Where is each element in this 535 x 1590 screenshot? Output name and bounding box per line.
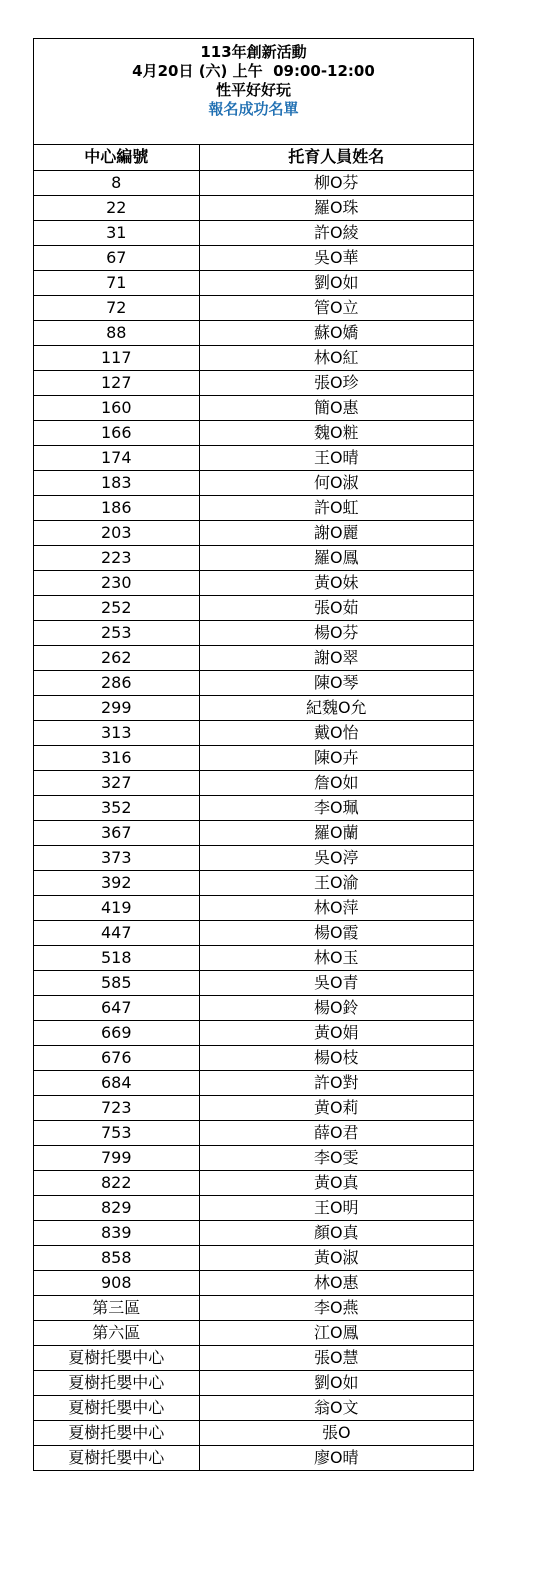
table-row (34, 170, 473, 195)
caregiver-name-cell: 蘇O嬌 (199, 320, 473, 345)
center-id-cell: 753 (34, 1120, 199, 1145)
roster-body (34, 170, 473, 1470)
table-row (34, 820, 473, 845)
caregiver-name-cell: 江O鳳 (199, 1320, 473, 1345)
center-id-cell: 第六區 (34, 1320, 199, 1345)
center-id-cell: 676 (34, 1045, 199, 1070)
caregiver-name-cell: 李O雯 (199, 1145, 473, 1170)
table-row (34, 1270, 473, 1295)
caregiver-name-cell: 吳O渟 (199, 845, 473, 870)
table-row (34, 645, 473, 670)
table-row (34, 870, 473, 895)
center-id-cell: 72 (34, 295, 199, 320)
center-id-cell: 174 (34, 445, 199, 470)
table-row (34, 1320, 473, 1345)
center-id-cell: 夏樹托嬰中心 (34, 1420, 199, 1445)
table-row (34, 420, 473, 445)
caregiver-name-cell: 張O (199, 1420, 473, 1445)
table-row (34, 1370, 473, 1395)
caregiver-name-cell: 戴O怡 (199, 720, 473, 745)
center-id-cell: 夏樹托嬰中心 (34, 1445, 199, 1470)
caregiver-name-cell: 張O茹 (199, 595, 473, 620)
table-row (34, 595, 473, 620)
caregiver-name-cell: 黄O莉 (199, 1095, 473, 1120)
center-id-cell: 160 (34, 395, 199, 420)
roster-table (34, 145, 473, 1470)
center-id-cell: 252 (34, 595, 199, 620)
center-id-cell: 373 (34, 845, 199, 870)
center-id-cell: 230 (34, 570, 199, 595)
caregiver-name-cell: 林O惠 (199, 1270, 473, 1295)
table-row (34, 845, 473, 870)
caregiver-name-cell: 魏O粧 (199, 420, 473, 445)
center-id-cell: 31 (34, 220, 199, 245)
table-row (34, 1445, 473, 1470)
center-id-cell: 313 (34, 720, 199, 745)
center-id-cell: 669 (34, 1020, 199, 1045)
table-row (34, 220, 473, 245)
title-block (34, 39, 473, 145)
caregiver-name-cell: 許O綾 (199, 220, 473, 245)
table-row (34, 545, 473, 570)
caregiver-name-cell: 許O對 (199, 1070, 473, 1095)
caregiver-name-cell: 廖O晴 (199, 1445, 473, 1470)
table-row (34, 320, 473, 345)
center-id-cell: 585 (34, 970, 199, 995)
caregiver-name-cell: 林O玉 (199, 945, 473, 970)
center-id-cell: 518 (34, 945, 199, 970)
caregiver-name-cell: 陳O卉 (199, 745, 473, 770)
caregiver-name-cell: 簡O惠 (199, 395, 473, 420)
center-id-cell: 88 (34, 320, 199, 345)
table-row (34, 195, 473, 220)
center-id-cell: 829 (34, 1195, 199, 1220)
caregiver-name-cell: 黃O娟 (199, 1020, 473, 1045)
caregiver-name-cell: 羅O蘭 (199, 820, 473, 845)
center-id-cell: 316 (34, 745, 199, 770)
center-id-cell: 第三區 (34, 1295, 199, 1320)
table-row (34, 1120, 473, 1145)
center-id-cell: 327 (34, 770, 199, 795)
caregiver-name-cell: 羅O珠 (199, 195, 473, 220)
roster-sheet (33, 38, 474, 1471)
table-row (34, 295, 473, 320)
center-id-cell: 22 (34, 195, 199, 220)
caregiver-name-cell: 謝O麗 (199, 520, 473, 545)
table-row (34, 745, 473, 770)
table-row (34, 370, 473, 395)
center-id-cell: 183 (34, 470, 199, 495)
caregiver-name-cell: 紀魏O允 (199, 695, 473, 720)
table-row (34, 1395, 473, 1420)
center-id-cell: 166 (34, 420, 199, 445)
table-row (34, 995, 473, 1020)
table-row (34, 1095, 473, 1120)
table-row (34, 520, 473, 545)
caregiver-name-cell: 王O渝 (199, 870, 473, 895)
center-id-cell: 684 (34, 1070, 199, 1095)
table-row (34, 1345, 473, 1370)
caregiver-name-cell: 陳O琴 (199, 670, 473, 695)
center-id-cell: 858 (34, 1245, 199, 1270)
center-id-cell: 127 (34, 370, 199, 395)
center-id-cell: 352 (34, 795, 199, 820)
table-row (34, 570, 473, 595)
table-row (34, 720, 473, 745)
table-row (34, 770, 473, 795)
list-title: 報名成功名單 (208, 100, 299, 118)
table-row (34, 1170, 473, 1195)
table-row (34, 920, 473, 945)
caregiver-name-cell: 黃O真 (199, 1170, 473, 1195)
caregiver-name-cell: 王O晴 (199, 445, 473, 470)
table-row (34, 1295, 473, 1320)
caregiver-name-cell: 李O燕 (199, 1295, 473, 1320)
caregiver-name-cell: 李O珮 (199, 795, 473, 820)
center-id-cell: 8 (34, 170, 199, 195)
caregiver-name-cell: 薛O君 (199, 1120, 473, 1145)
caregiver-name-cell: 楊O霞 (199, 920, 473, 945)
center-id-cell: 223 (34, 545, 199, 570)
caregiver-name-cell: 許O虹 (199, 495, 473, 520)
header-caregiver-name: 托育人員姓名 (199, 145, 473, 170)
table-row (34, 1195, 473, 1220)
table-row (34, 795, 473, 820)
center-id-cell: 419 (34, 895, 199, 920)
caregiver-name-cell: 張O珍 (199, 370, 473, 395)
caregiver-name-cell: 詹O如 (199, 770, 473, 795)
table-row (34, 1245, 473, 1270)
table-row (34, 470, 473, 495)
caregiver-name-cell: 謝O翠 (199, 645, 473, 670)
event-datetime: 4月20日 (六) 上午 09:00-12:00 (132, 62, 375, 80)
table-row (34, 445, 473, 470)
table-row (34, 245, 473, 270)
caregiver-name-cell: 顏O真 (199, 1220, 473, 1245)
table-row (34, 1420, 473, 1445)
center-id-cell: 839 (34, 1220, 199, 1245)
event-title: 113年創新活動 (200, 43, 307, 61)
caregiver-name-cell: 楊O芬 (199, 620, 473, 645)
caregiver-name-cell: 王O明 (199, 1195, 473, 1220)
table-row (34, 1070, 473, 1095)
table-row (34, 895, 473, 920)
header-row (34, 145, 473, 170)
center-id-cell: 203 (34, 520, 199, 545)
table-row (34, 345, 473, 370)
center-id-cell: 299 (34, 695, 199, 720)
caregiver-name-cell: 林O紅 (199, 345, 473, 370)
table-row (34, 1020, 473, 1045)
center-id-cell: 799 (34, 1145, 199, 1170)
caregiver-name-cell: 黃O淑 (199, 1245, 473, 1270)
caregiver-name-cell: 張O慧 (199, 1345, 473, 1370)
table-row (34, 970, 473, 995)
center-id-cell: 262 (34, 645, 199, 670)
caregiver-name-cell: 何O淑 (199, 470, 473, 495)
table-row (34, 620, 473, 645)
table-row (34, 945, 473, 970)
caregiver-name-cell: 管O立 (199, 295, 473, 320)
caregiver-name-cell: 劉O如 (199, 1370, 473, 1395)
center-id-cell: 367 (34, 820, 199, 845)
table-row (34, 1045, 473, 1070)
center-id-cell: 67 (34, 245, 199, 270)
caregiver-name-cell: 羅O鳳 (199, 545, 473, 570)
event-name: 性平好好玩 (215, 81, 291, 99)
table-row (34, 1145, 473, 1170)
table-row (34, 1220, 473, 1245)
center-id-cell: 夏樹托嬰中心 (34, 1395, 199, 1420)
center-id-cell: 392 (34, 870, 199, 895)
center-id-cell: 夏樹托嬰中心 (34, 1370, 199, 1395)
caregiver-name-cell: 吳O青 (199, 970, 473, 995)
table-row (34, 270, 473, 295)
center-id-cell: 286 (34, 670, 199, 695)
center-id-cell: 253 (34, 620, 199, 645)
center-id-cell: 71 (34, 270, 199, 295)
table-row (34, 695, 473, 720)
table-row (34, 395, 473, 420)
caregiver-name-cell: 翁O文 (199, 1395, 473, 1420)
caregiver-name-cell: 林O萍 (199, 895, 473, 920)
center-id-cell: 822 (34, 1170, 199, 1195)
caregiver-name-cell: 黃O妹 (199, 570, 473, 595)
caregiver-name-cell: 吳O華 (199, 245, 473, 270)
center-id-cell: 447 (34, 920, 199, 945)
caregiver-name-cell: 劉O如 (199, 270, 473, 295)
caregiver-name-cell: 楊O鈴 (199, 995, 473, 1020)
caregiver-name-cell: 柳O芬 (199, 170, 473, 195)
caregiver-name-cell: 楊O枝 (199, 1045, 473, 1070)
center-id-cell: 647 (34, 995, 199, 1020)
center-id-cell: 117 (34, 345, 199, 370)
center-id-cell: 夏樹托嬰中心 (34, 1345, 199, 1370)
header-center-id: 中心編號 (34, 145, 199, 170)
table-row (34, 495, 473, 520)
center-id-cell: 186 (34, 495, 199, 520)
center-id-cell: 723 (34, 1095, 199, 1120)
center-id-cell: 908 (34, 1270, 199, 1295)
table-row (34, 670, 473, 695)
